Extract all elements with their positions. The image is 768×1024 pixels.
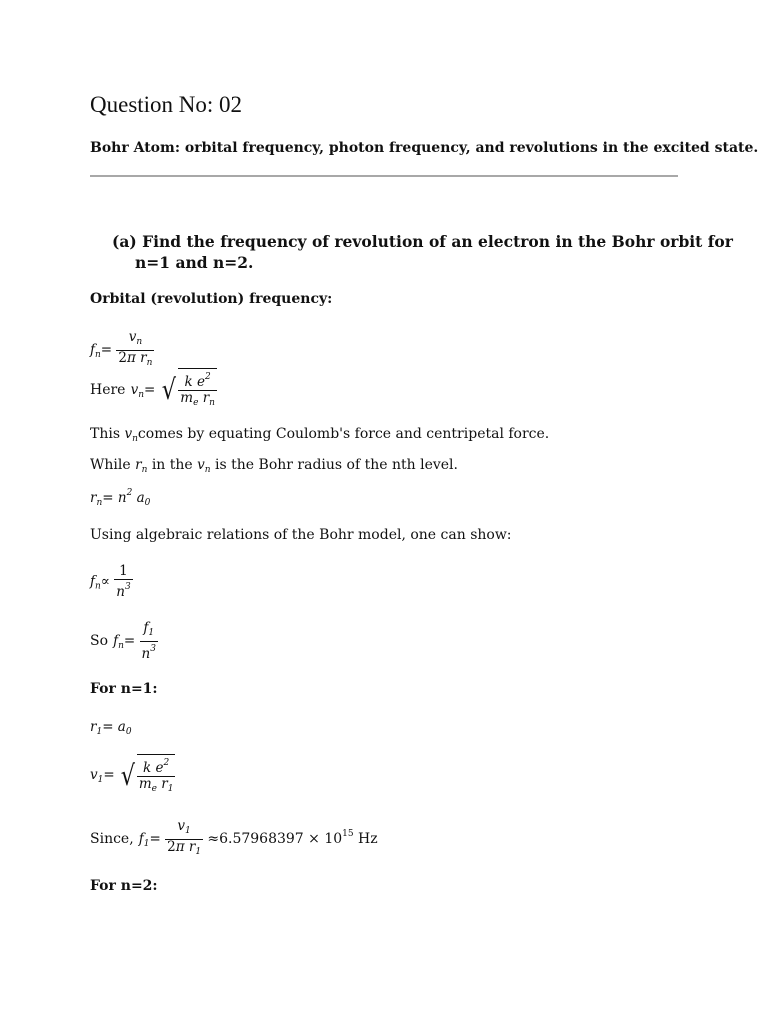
fraction: $\frac{v_n}{2\pi r_n}$ <box>118 329 153 368</box>
for-n1-heading: For n=1: <box>90 681 158 697</box>
formula-vn: Here $v_n=$ √ $\frac{k e^2}{m_e r_n}$ <box>90 368 217 411</box>
while-label: While <box>90 457 131 473</box>
question-part-a-line2: n=1 and n=2. <box>135 253 254 272</box>
formula-r1: $r_1= a_0$ <box>90 719 132 737</box>
formula-f1: Since, $f_1=$ $\frac{v_1}{2\pi r_1}$ $\approx 6.57968397 \times 10^{15}$ Hz <box>90 818 378 857</box>
is-the-text: is the Bohr radius of the nth level. <box>215 457 458 473</box>
question-part-a-line1: (a) Find the frequency of revolution of an electron in the Bohr orbit for <box>112 232 733 251</box>
f1-approx-value: $\approx 6.57968397 \times 10^{15}$ Hz <box>207 829 378 847</box>
formula-proportional: $f_n\propto$ $\frac{1}{n^3}$ <box>90 563 131 600</box>
page-title: Question No: 02 <box>90 92 243 117</box>
sqrt-symbol: √ $\frac{k e^2}{m_e r_n}$ <box>160 368 217 411</box>
formula-v1: $v_1=$ √ $\frac{k e^2}{m_e r_1}$ <box>90 754 175 797</box>
sqrt-symbol: √ $\frac{k e^2}{m_e r_1}$ <box>119 754 175 797</box>
so-label: So <box>90 633 109 649</box>
divider <box>90 175 678 177</box>
rn-explanation: While $r_n$ in the $v_n$ is the Bohr radius of the nth level. <box>90 457 458 475</box>
formula-so-fn: So $f_n=$ $\frac{f_1}{n^3}$ <box>90 620 156 662</box>
using-text: Using algebraic relations of the Bohr model, one can show: <box>90 527 512 543</box>
formula-fn: $f_n=$ $\frac{v_n}{2\pi r_n}$ <box>90 330 154 371</box>
in-the-text: in the <box>151 457 193 473</box>
since-label: Since, <box>90 831 134 847</box>
here-label: Here <box>90 382 126 398</box>
comes-text: comes by equating Coulomb's force and centripetal force. <box>137 426 550 442</box>
this-label: This <box>90 426 121 442</box>
vn-explanation: This $v_ncomes$ by equating Coulomb's force and centripetal force. <box>90 426 550 444</box>
page-subtitle: Bohr Atom: orbital frequency, photon frequency, and revolutions in the excited state. <box>90 140 759 156</box>
orbital-heading: Orbital (revolution) frequency: <box>90 291 333 307</box>
formula-rn: $r_n= n^2$ $a_0$ <box>90 488 151 508</box>
for-n2-heading: For n=2: <box>90 878 158 894</box>
